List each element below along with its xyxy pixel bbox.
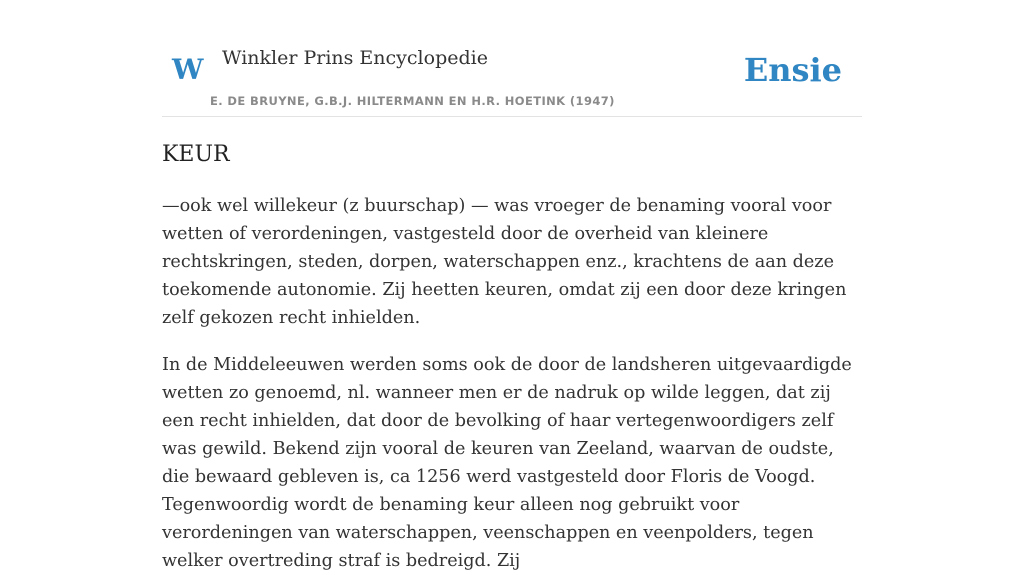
brand-logo[interactable]: Ensie	[743, 51, 842, 89]
source-authors: E. DE BRUYNE, G.B.J. HILTERMANN EN H.R. HOETINK (1947)	[210, 94, 615, 108]
article-body	[162, 192, 862, 575]
article-title: KEUR	[162, 142, 230, 167]
article-paragraph: —ook wel willekeur (z buurschap) — was vroeger de benaming vooral voor wetten of verordeningen, vastgesteld door de overheid van kleinere rechtskringen, steden, dorpen, waterschappen enz., krachtens de aan deze toekomende autonomie. Zij heetten keuren, omdat zij een door deze kringen zelf gekozen recht inhielden.	[162, 196, 847, 328]
source-header	[162, 0, 862, 117]
article-paragraph: In de Middeleeuwen werden soms ook de door de landsheren uitgevaardigde wetten zo genoemd, nl. wanneer men er de nadruk op wilde leggen, dat zij een recht inhielden, dat door de bevolking of haar vertegenwoordigers zelf was gewild. Bekend zijn vooral de keuren van Zeeland, waarvan de oudste, die bewaard gebleven is, ca 1256 werd vastgesteld door Floris de Voogd. Tegenwoordig wordt de benaming keur alleen nog gebruikt voor verordeningen van waterschappen, veenschappen en veenpolders, tegen welker overtreding straf is bedreigd. Zij	[162, 355, 852, 571]
source-logo[interactable]: W	[172, 53, 204, 86]
article	[162, 138, 862, 575]
source-title[interactable]: Winkler Prins Encyclopedie	[222, 47, 488, 69]
